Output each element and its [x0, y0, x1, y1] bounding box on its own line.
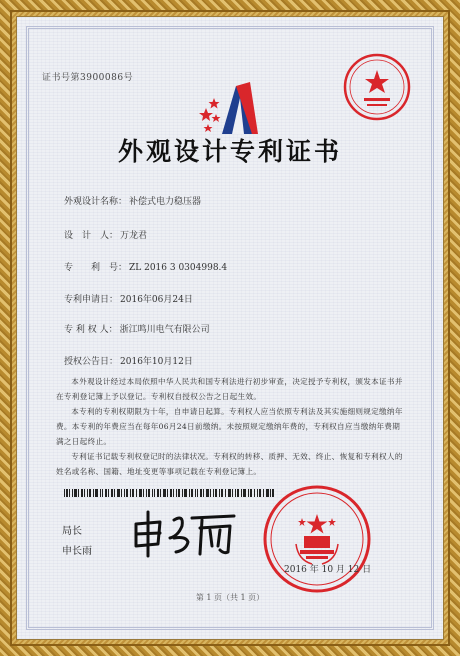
field-value: ZL 2016 3 0304998.4	[129, 263, 228, 273]
field-label: 设 计 人：	[64, 231, 119, 241]
director-title: 局长	[62, 526, 82, 537]
field-designer	[64, 228, 147, 241]
field-value: 2016年06月24日	[120, 295, 193, 305]
field-value: 万龙君	[120, 231, 148, 241]
field-patent-number	[64, 260, 227, 273]
cnipa-logo-icon	[192, 78, 272, 136]
field-design-name	[64, 194, 201, 207]
paragraph-registry: 专利证书记载专利权登记时的法律状况。专利权的转移、质押、无效、终止、恢复和专利权人的姓名或名称、国籍、地址变更等事项记载在专利登记簿上。	[56, 452, 403, 476]
field-label: 专 利 权 人：	[64, 325, 118, 335]
field-patentee	[64, 322, 210, 335]
field-value: 浙江鸣川电气有限公司	[119, 325, 210, 335]
certificate-number: 证书号第3900086号	[42, 73, 134, 83]
barcode-icon	[64, 489, 274, 497]
patent-office-seal-small	[342, 52, 412, 122]
field-application-date	[64, 292, 193, 305]
director-name: 申长雨	[62, 546, 92, 557]
field-label: 外观设计名称：	[64, 197, 128, 207]
field-value: 补偿式电力稳压器	[129, 197, 202, 207]
field-label: 专 利 号：	[64, 263, 128, 273]
director-signature	[130, 508, 240, 558]
field-label: 专利申请日：	[64, 295, 119, 305]
page-number: 第 1 页（共 1 页）	[195, 593, 265, 602]
field-label: 授权公告日：	[64, 357, 119, 367]
field-value: 2016年10月12日	[120, 357, 193, 367]
national-ip-office-seal	[262, 484, 372, 594]
paragraph-term: 本专利的专利权期限为十年，自申请日起算。专利权人应当依照专利法及其实施细则规定缴纳年费。本专利的年费应当在每年06月24日前缴纳。未按照规定缴纳年费的，专利权自应当缴纳年费期满之日起终止。	[56, 407, 403, 446]
field-grant-date	[64, 354, 193, 367]
paragraph-grant: 本外观设计经过本局依照中华人民共和国专利法进行初步审查，决定授予专利权，颁发本证书并在专利登记簿上予以登记。专利权自授权公告之日起生效。	[56, 377, 403, 401]
certificate-title: 外观设计专利证书	[117, 137, 342, 166]
issue-date: 2016 年 10 月 12 日	[284, 565, 372, 575]
